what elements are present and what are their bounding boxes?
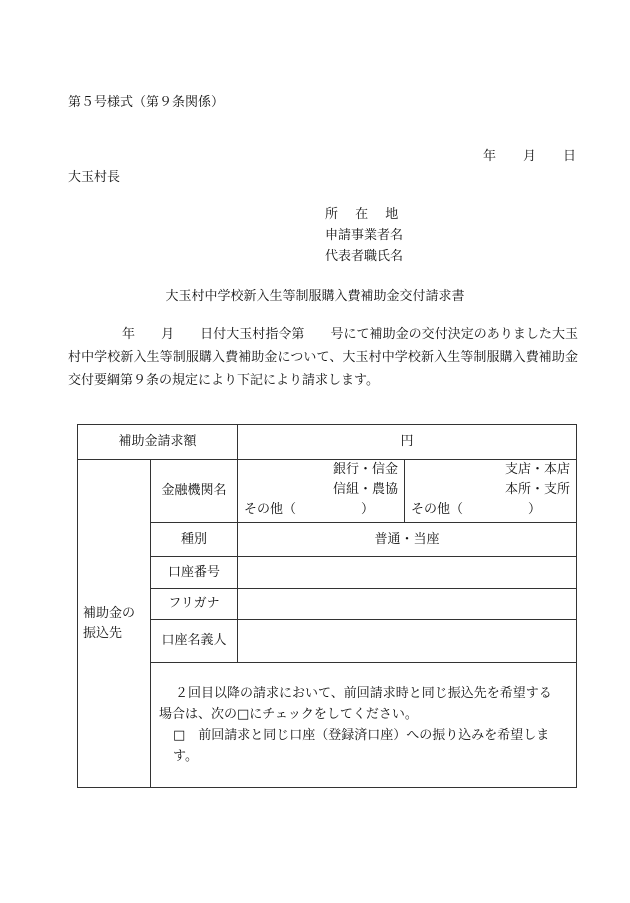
account-number-field[interactable] [238, 557, 577, 589]
account-number-label: 口座番号 [151, 557, 238, 589]
applicant-location-label: 所 在 地 [325, 207, 399, 222]
applicant-business-name-label: 申請事業者名 [325, 228, 404, 243]
branch-types-1: 支店・本店 [505, 462, 571, 477]
amount-field[interactable] [238, 425, 577, 460]
transfer-label-line-2: 振込先 [83, 625, 123, 641]
bank-name-field[interactable] [238, 460, 405, 523]
same-account-checkbox[interactable]: □ 前回請求と同じ口座（登録済口座）への振り込みを希望します。 [173, 728, 550, 764]
account-holder-label: 口座名義人 [151, 620, 238, 663]
bank-other: その他（ ） [244, 502, 375, 517]
account-type-value[interactable]: 普通・当座 [238, 523, 577, 557]
document-title: 大玉村中学校新入生等制服購入費補助金交付請求書 [165, 289, 465, 304]
transfer-label-line-1: 補助金の [83, 606, 136, 621]
date-month: 月 [523, 149, 537, 164]
account-type-label: 種別 [151, 523, 238, 557]
furigana-label: フリガナ [151, 589, 238, 620]
request-table [77, 424, 577, 788]
form-number: 第５号様式（第９条関係） [68, 95, 225, 110]
amount-label: 補助金請求額 [78, 425, 238, 460]
previous-account-note [151, 663, 577, 788]
note-line-2: 場合は、次の□にチェックをしてください。 [159, 707, 418, 722]
branch-types-2: 本所・支所 [505, 482, 571, 497]
bank-label: 金融機関名 [151, 460, 238, 523]
addressee: 大玉村長 [68, 170, 121, 185]
bank-types-2: 信組・農協 [333, 482, 399, 497]
transfer-destination-label [78, 460, 151, 788]
date-year: 年 [483, 149, 497, 164]
date-day: 日 [563, 149, 577, 164]
bank-types-1: 銀行・信金 [333, 462, 399, 477]
date-line [483, 147, 576, 167]
account-holder-field[interactable] [238, 620, 577, 663]
note-line-1: ２回目以降の請求において、前回請求時と同じ振込先を希望する [175, 686, 552, 701]
applicant-representative-label: 代表者職氏名 [325, 249, 404, 264]
branch-other: その他（ ） [411, 502, 542, 517]
branch-name-field[interactable] [405, 460, 577, 523]
body-paragraph: 年 月 日付大玉村指令第 号にて補助金の交付決定のありました大玉村中学校新入生等制服購入費補助金について、大玉村中学校新入生等制服購入費補助金交付要綱第９条の規定により下記により請求します。 [68, 327, 578, 388]
furigana-field[interactable] [238, 589, 577, 620]
amount-unit: 円 [400, 434, 414, 450]
